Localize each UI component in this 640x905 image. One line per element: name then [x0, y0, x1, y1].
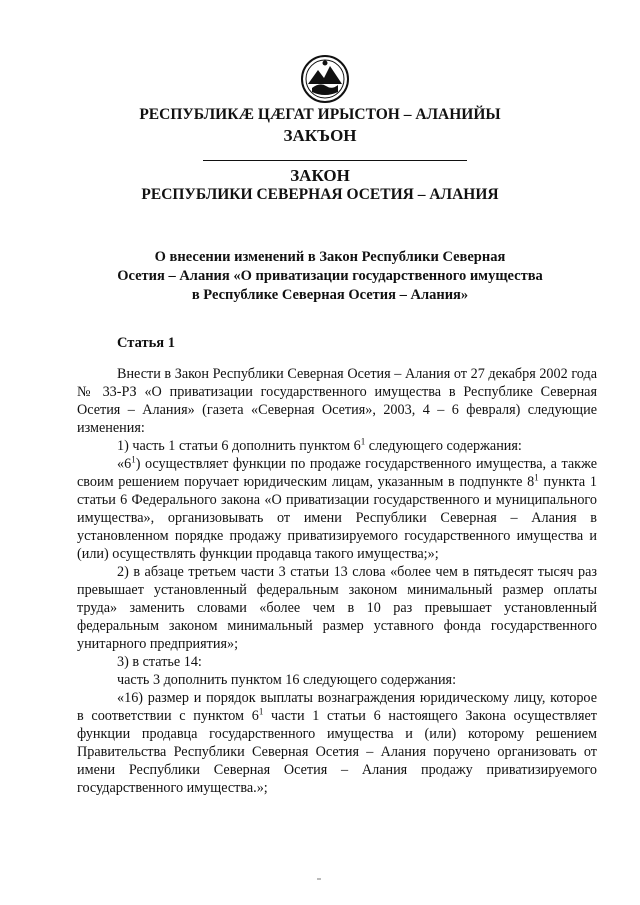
article-title: Статья 1	[117, 335, 175, 351]
quote-16: «16) размер и порядок выплаты вознаграждения юридическому лицу, которое в соответствии с пунктом $6^1$ части 1 статьи 6 настоящего Закона осуществляет функции продавца государственного имущества и (или) которому решением Правительства Республики Северная Осетия – Алания поручено организовать от имени Республики Северная Осетия – Алания продажу приватизируемого государственного имущества.»;	[77, 690, 597, 796]
russian-republic-title: РЕСПУБЛИКИ СЕВЕРНАЯ ОСЕТИЯ – АЛАНИЯ	[141, 186, 499, 203]
subject-line: О внесении изменений в Закон Республики Северная	[154, 249, 506, 265]
page-mark	[317, 878, 321, 880]
item-2: 2) в абзаце третьем части 3 статьи 13 слова «более чем в пятьдесят тысяч раз превышает установленный федеральным законом минимальный размер оплаты труда» заменить словами «более чем в 10 раз превышает установленный федеральным законом минимальный размер уставного фонда государственного унитарного предприятия»;	[77, 564, 597, 652]
subject-line: Осетия – Алания «О приватизации государственного имущества	[117, 268, 543, 284]
article-body	[77, 365, 597, 797]
header-divider	[203, 160, 467, 161]
russian-law-title: ЗАКОН	[290, 166, 350, 185]
law-subject	[100, 248, 560, 305]
item-3-sub: часть 3 дополнить пунктом 16 следующего содержания:	[117, 672, 457, 688]
item-3: 3) в статье 14:	[117, 654, 202, 670]
coat-of-arms-emblem	[300, 54, 350, 104]
article-intro: Внести в Закон Республики Северная Осетия – Алания от 27 декабря 2002 года № 33-РЗ «О приватизации государственного имущества в Республике Северная Осетия – Алания» (газета «Северная Осетия», 2003, 4 – 6 февраля) следующие изменения:	[77, 366, 597, 436]
subject-line: в Республике Северная Осетия – Алания»	[191, 287, 469, 303]
item-1: 1) часть 1 статьи 6 дополнить пунктом $6^1$ следующего содержания:	[117, 436, 522, 454]
quote-6-1: «$6^1$) осуществляет функции по продаже государственного имущества, а также своим решением поручает юридическим лицам, указанным в подпункте $8^1$ пункта 1 статьи 6 Федерального закона «О приватизации государственного и муниципального имущества», организовывать от имени Республики Северная – Алания в установленном порядке продажу приватизируемого государственного имущества и (или) осуществлять функции продавца такого имущества;»;	[77, 454, 597, 562]
ossetian-republic-title: РЕСПУБЛИКÆ ЦÆГАТ ИРЫСТОН – АЛАНИЙЫ	[139, 106, 501, 123]
ossetian-law-title: ЗАКЪОН	[283, 126, 357, 145]
